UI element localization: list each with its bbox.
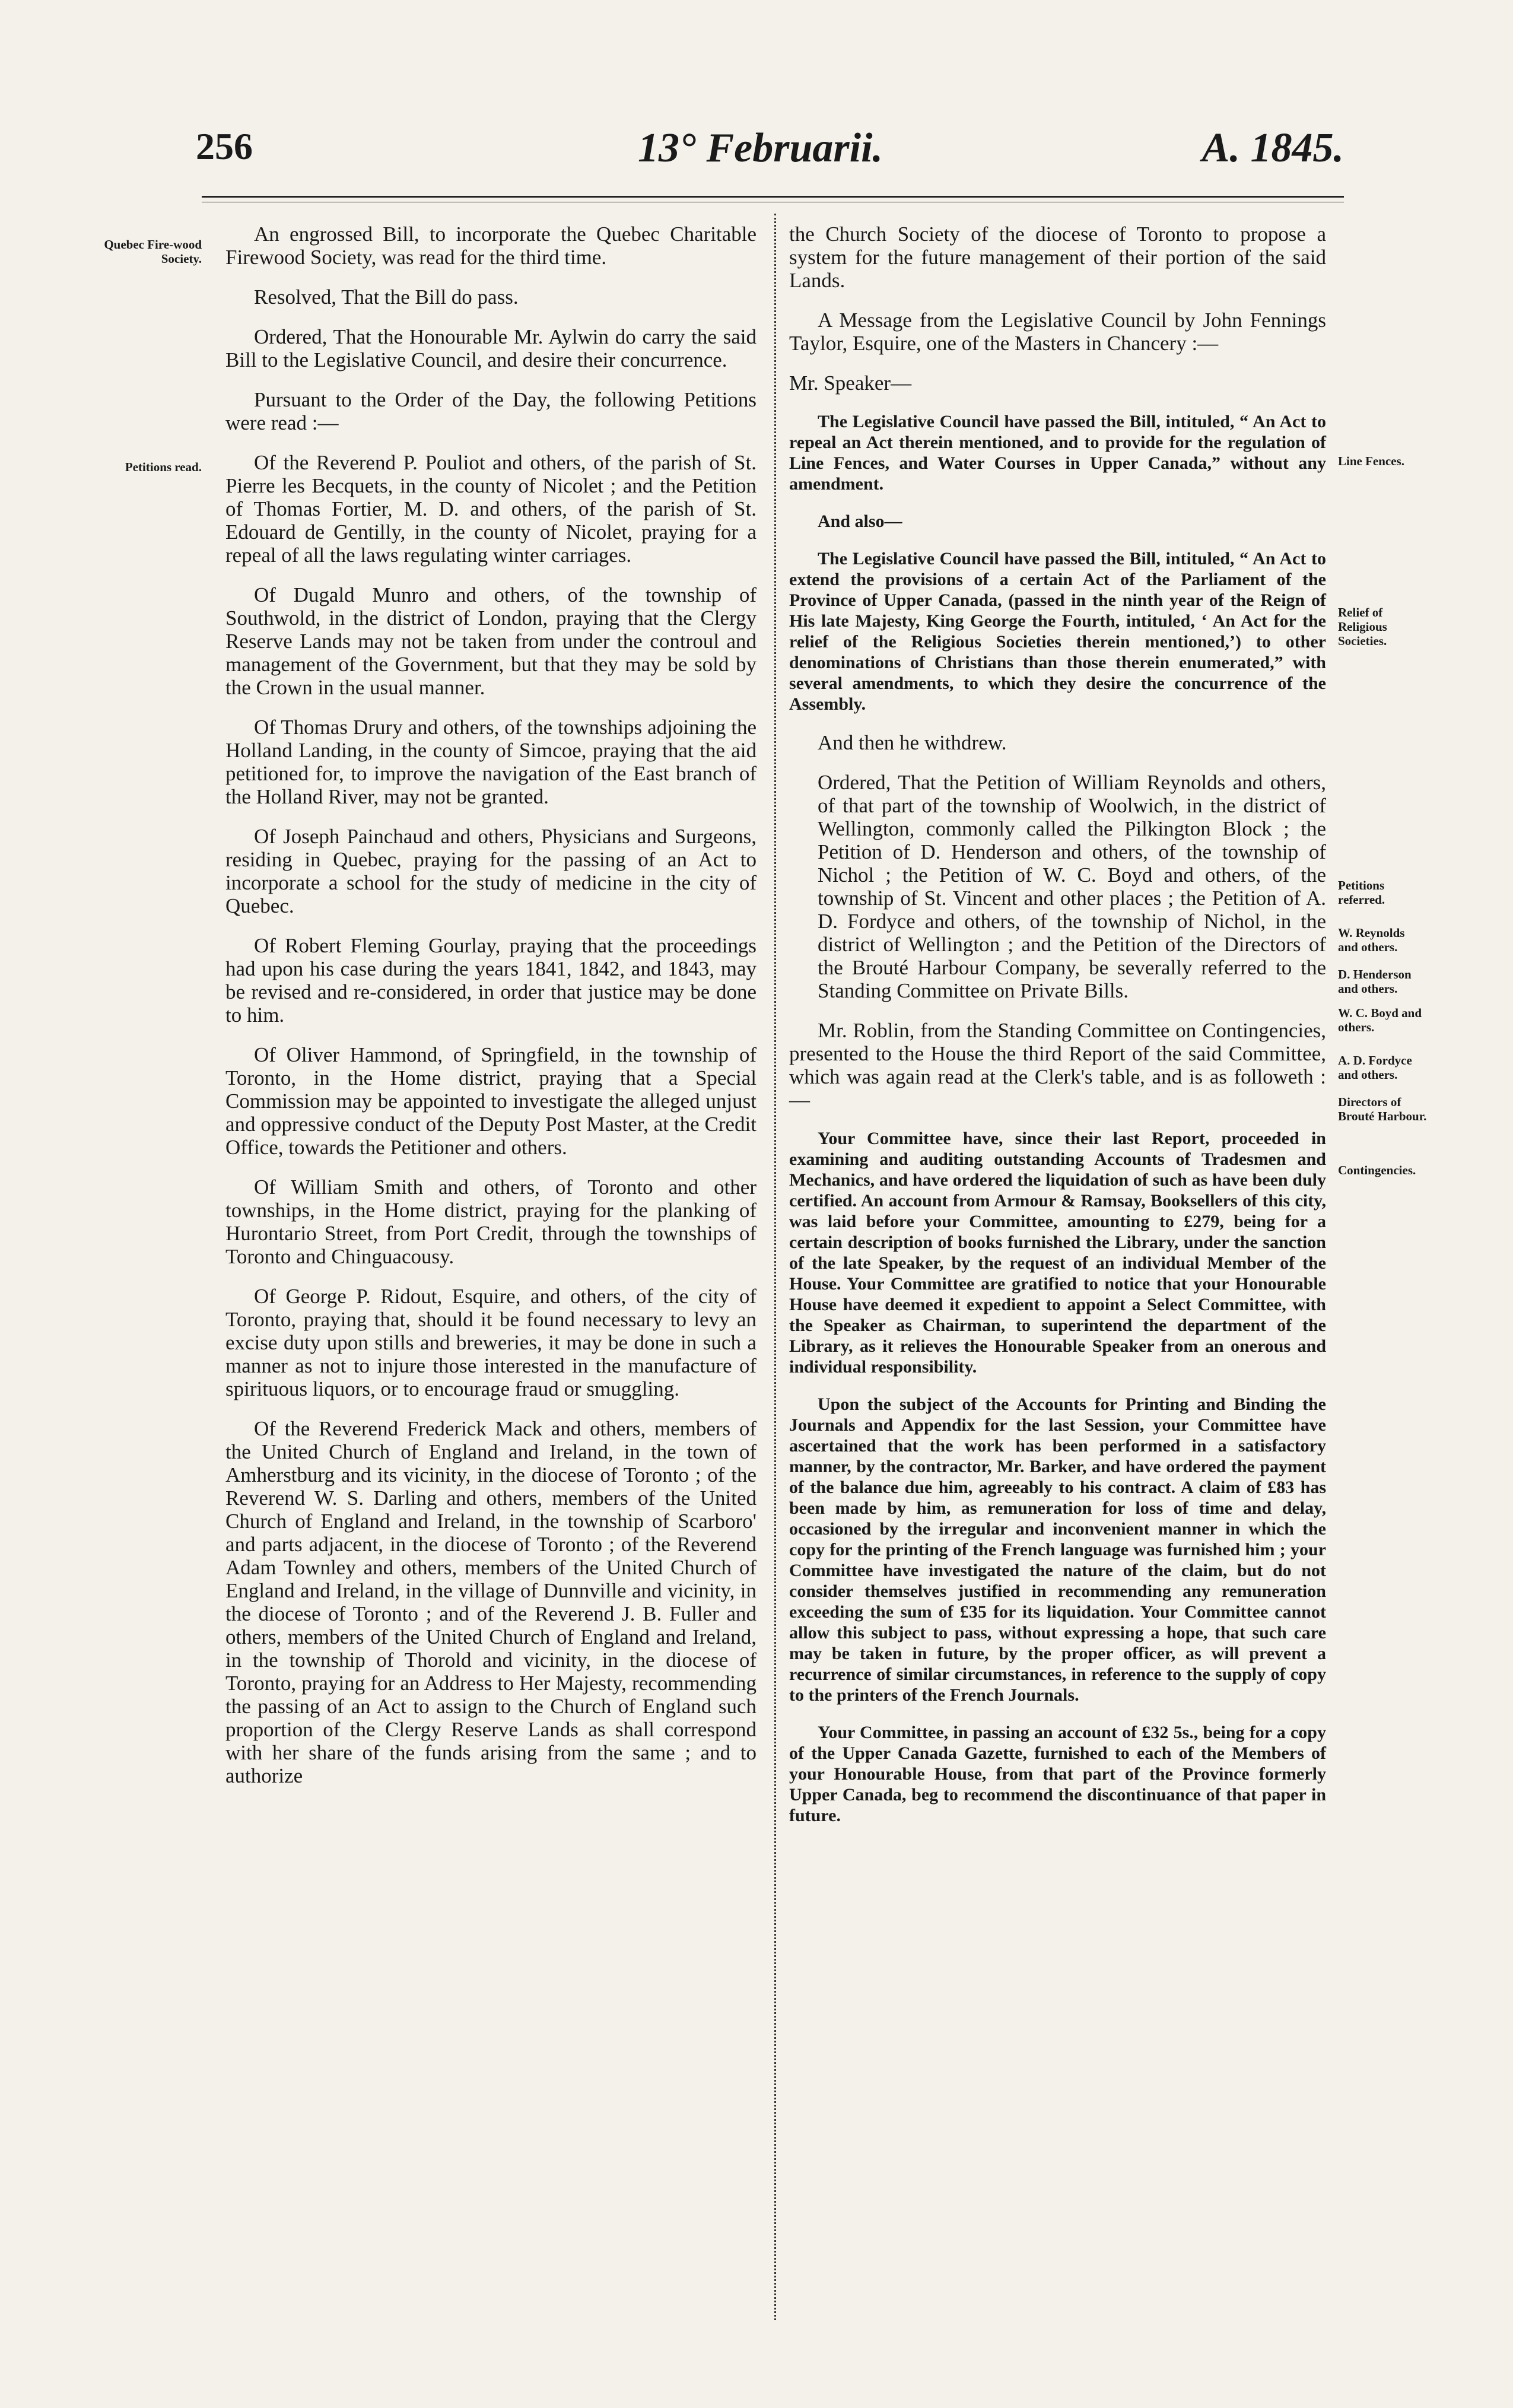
margin-note: D. Henderson and others. bbox=[1338, 967, 1412, 996]
paragraph: the Church Society of the diocese of Toronto to propose a system for the future management of their portion of the said Lands. bbox=[789, 223, 1326, 292]
margin-note: Directors of Brouté Harbour. bbox=[1338, 1095, 1427, 1123]
column-divider bbox=[774, 214, 776, 2320]
paragraph: Of William Smith and others, of Toronto and other townships, in the Home district, praying for the planking of Hurontario Street, from Port Credit, through the townships of Toronto and Chinguacousy. bbox=[225, 1176, 757, 1268]
message-text: And also— bbox=[818, 512, 902, 531]
paragraph: An engrossed Bill, to incorporate the Quebec Charitable Firewood Society, was read for the third time. bbox=[225, 223, 757, 269]
margin-note: Petitions referred. bbox=[1338, 878, 1385, 907]
margin-note: Line Fences. bbox=[1338, 454, 1404, 468]
page-header bbox=[196, 125, 1344, 178]
paragraph: Of the Reverend Frederick Mack and others, members of the United Church of England and Ireland, in the town of Amherstburg and its vicinity, in the diocese of Toronto ; of the Reverend W. S. Darling and others, members of the United Church of England and Ireland, in the township of Scarboro' and parts adjacent, in the diocese of Toronto ; of the Reverend Adam Townley and others, members of the United Church of England and Ireland, in the village of Dunnville and vicinity, in the diocese of Toronto ; and of the Reverend J. B. Fuller and others, members of the United Church of England and Ireland, in the township of Thorold and vicinity, in the diocese of Toronto, praying for an Address to Her Majesty, recommending the passing of an Act to assign to the Church of England such proportion of the Clergy Reserve Lands as shall correspond with her share of the funds arising from the same ; and to authorize bbox=[225, 1417, 757, 1787]
paragraph: Pursuant to the Order of the Day, the following Petitions were read :— bbox=[225, 388, 757, 434]
report-text: Upon the subject of the Accounts for Printing and Binding the Journals and Appendix for the last Session, your Committee have ascertained that the work has been performed in a satisfactory manner, by the contractor, Mr. Barker, and have ordered the payment of the balance due him, agreeably to his contract. A claim of £83 has been made by him, as remuneration for loss of time and delay, occasioned by the irregular and inconvenient manner in which the copy for the printing of the French language was furnished him ; your Committee have investigated the nature of the claim, but do not consider themselves justified in recommending any remuneration exceeding the sum of £35 for its liquidation. Your Committee cannot allow this subject to pass, without expressing a hope, that such care may be taken in future, by the proper officer, as will prevent a recurrence of similar circumstances, in reference to the supply of copy to the printers of the French Journals. bbox=[789, 1394, 1326, 1705]
margin-note: Quebec Fire-wood Society. bbox=[104, 237, 202, 266]
left-column bbox=[225, 223, 757, 1804]
paragraph: Ordered, That the Petition of William Reynolds and others, of that part of the township of Woolwich, in the district of Wellington, commonly called the Pilkington Block ; the Petition of D. Henderson and others, of the township of Nichol ; the Petition of W. C. Boyd and others, of the township of St. Vincent and other places ; the Petition of A. D. Fordyce and others, of the township of Nichol, in the district of Wellington ; and the Petition of the Directors of the Brouté Harbour Company, be severally referred to the Standing Committee on Private Bills. bbox=[818, 771, 1326, 1002]
paragraph: Of Joseph Painchaud and others, Physicians and Surgeons, residing in Quebec, praying for the passing of an Act to incorporate a school for the study of medicine in the city of Quebec. bbox=[225, 825, 757, 917]
paragraph: Of the Reverend P. Pouliot and others, of the parish of St. Pierre les Becquets, in the county of Nicolet ; and the Petition of Thomas Fortier, M. D. and others, of the parish of St. Edouard de Gentilly, in the county of Nicolet, praying for a repeal of all the laws regulating winter carriages. bbox=[225, 451, 757, 567]
paragraph: A Message from the Legislative Council by John Fennings Taylor, Esquire, one of the Masters in Chancery :— bbox=[789, 309, 1326, 355]
margin-note: Petitions read. bbox=[125, 460, 202, 474]
header-rule bbox=[202, 196, 1344, 198]
margin-note: A. D. Fordyce and others. bbox=[1338, 1053, 1412, 1082]
speaker-address: Mr. Speaker— bbox=[789, 371, 912, 395]
paragraph: Resolved, That the Bill do pass. bbox=[254, 285, 519, 309]
right-column bbox=[789, 223, 1326, 1842]
paragraph: Mr. Roblin, from the Standing Committee on Contingencies, presented to the House the third Report of the said Committee, which was again read at the Clerk's table, and is as followeth :— bbox=[789, 1019, 1326, 1111]
message-text: The Legislative Council have passed the Bill, intituled, “ An Act to extend the provisions of a certain Act of the Parliament of the Province of Upper Canada, (passed in the ninth year of the Reign of His late Majesty, King George the Fourth, intituled, ‘ An Act for the relief of the Religious Societies therein mentioned,’) to other denominations of Christians than those therein enumerated,” with several amendments, to which they desire the concurrence of the Assembly. bbox=[789, 549, 1326, 714]
margin-note: Relief of Religious Societies. bbox=[1338, 605, 1387, 648]
paragraph: Of Dugald Munro and others, of the township of Southwold, in the district of London, praying that the Clergy Reserve Lands may not be taken from under the controul and management of the Government, but that they may be sold by the Crown in the usual manner. bbox=[225, 583, 757, 699]
paragraph: Of Thomas Drury and others, of the townships adjoining the Holland Landing, in the county of Simcoe, praying that the aid petitioned for, to improve the navigation of the East branch of the Holland River, may not be granted. bbox=[225, 716, 757, 808]
message-text: The Legislative Council have passed the Bill, intituled, “ An Act to repeal an Act therein mentioned, and to provide for the regulation of Line Fences, and Water Courses in Upper Canada,” without any amendment. bbox=[789, 412, 1326, 494]
margin-note: W. C. Boyd and others. bbox=[1338, 1006, 1422, 1034]
page-year: A. 1845. bbox=[1202, 125, 1344, 171]
paragraph: Of Oliver Hammond, of Springfield, in the township of Toronto, in the Home district, praying that a Special Commission may be appointed to investigate the alleged unjust and oppressive conduct of the Deputy Post Master, at the Credit Office, towards the Petitioner and others. bbox=[225, 1043, 757, 1159]
paragraph: Of Robert Fleming Gourlay, praying that the proceedings had upon his case during the years 1841, 1842, and 1843, may be revised and re-considered, in order that justice may be done to him. bbox=[225, 934, 757, 1027]
paragraph: And then he withdrew. bbox=[818, 731, 1007, 754]
paragraph: Ordered, That the Honourable Mr. Aylwin do carry the said Bill to the Legislative Council, and desire their concurrence. bbox=[225, 325, 757, 371]
page-number: 256 bbox=[196, 125, 253, 167]
margin-note: W. Reynolds and others. bbox=[1338, 926, 1405, 954]
report-text: Your Committee have, since their last Report, proceeded in examining and auditing outstanding Accounts of Tradesmen and Mechanics, and have ordered the liquidation of such as have been duly certified. An account from Armour & Ramsay, Booksellers of this city, was laid before your Committee, amounting to £279, being for a certain description of books furnished the Library, under the sanction of the late Speaker, by the request of an individual Member of the House. Your Committee are gratified to notice that your Honourable House have deemed it expedient to appoint a Select Committee, with the Speaker as Chairman, to superintend the department of the Library, as it relieves the Honourable Speaker from an onerous and individual responsibility. bbox=[789, 1129, 1326, 1377]
margin-note: Contingencies. bbox=[1338, 1163, 1416, 1177]
paragraph: Of George P. Ridout, Esquire, and others, of the city of Toronto, praying that, should it be found necessary to levy an excise duty upon stills and breweries, it may be done in such a manner as not to injure those interested in the manufacture of spirituous liquors, or to encourage fraud or smuggling. bbox=[225, 1285, 757, 1400]
report-text: Your Committee, in passing an account of £32 5s., being for a copy of the Upper Canada Gazette, furnished to each of the Members of your Honourable House, from that part of the Province formerly Upper Canada, beg to recommend the discontinuance of that paper in future. bbox=[789, 1723, 1326, 1825]
page-date: 13° Februarii. bbox=[638, 125, 883, 171]
